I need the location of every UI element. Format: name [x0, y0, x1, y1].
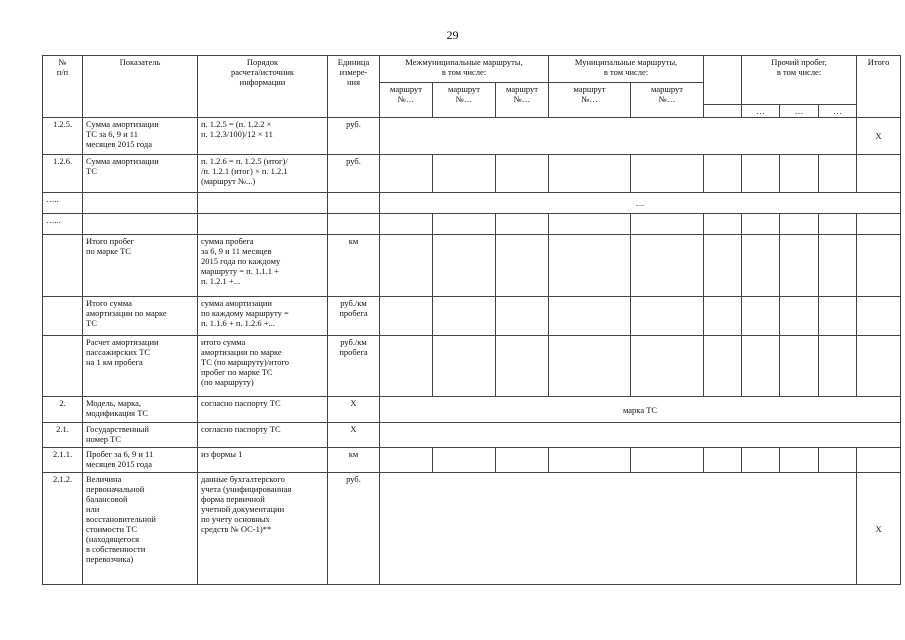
row-indicator: Величина первоначальной балансовой или восстановительной стоимости ТС (находящегося в собственности перевозчика)	[83, 473, 198, 585]
data-cell	[857, 297, 901, 336]
row-total: Х	[857, 118, 901, 155]
row-unit: руб./км пробега	[328, 336, 380, 397]
data-cell	[198, 214, 328, 235]
merged-cell: марка ТС	[380, 397, 901, 423]
row-indicator: Итого пробег по марке ТС	[83, 235, 198, 297]
data-cell	[496, 448, 549, 473]
data-cell	[742, 448, 780, 473]
header-route: маршрут №…	[433, 83, 496, 118]
data-cell	[819, 448, 857, 473]
data-cell	[380, 336, 433, 397]
row-unit: руб.	[328, 155, 380, 193]
data-cell	[742, 235, 780, 297]
row-unit: Х	[328, 423, 380, 448]
row-indicator: Модель, марка, модификация ТС	[83, 397, 198, 423]
data-cell	[704, 336, 742, 397]
data-cell	[857, 155, 901, 193]
data-cell	[549, 155, 631, 193]
row-unit: Х	[328, 397, 380, 423]
header-route: маршрут №…	[549, 83, 631, 118]
data-cell	[742, 336, 780, 397]
data-cell	[380, 297, 433, 336]
row-number: …..	[43, 193, 83, 214]
data-cell	[704, 235, 742, 297]
row-method: сумма амортизации по каждому маршруту = п. 1.1.6 + п. 1.2.6 +...	[198, 297, 328, 336]
data-cell	[549, 214, 631, 235]
data-cell	[549, 448, 631, 473]
data-cell	[433, 297, 496, 336]
data-cell	[631, 297, 704, 336]
data-cell	[433, 214, 496, 235]
data-cell	[496, 297, 549, 336]
data-cell	[742, 214, 780, 235]
merged-cell: …	[380, 193, 901, 214]
data-cell	[496, 336, 549, 397]
row-method: согласно паспорту ТС	[198, 423, 328, 448]
row-number: 2.	[43, 397, 83, 423]
data-cell	[433, 155, 496, 193]
data-cell	[819, 235, 857, 297]
data-cell	[819, 336, 857, 397]
data-cell	[198, 193, 328, 214]
row-unit: руб.	[328, 473, 380, 585]
row-indicator: Итого сумма амортизации по марке ТС	[83, 297, 198, 336]
header-intermunicipal: Межмуниципальные маршруты, в том числе:	[380, 56, 549, 83]
data-cell	[704, 214, 742, 235]
data-cell	[631, 336, 704, 397]
data-cell	[631, 214, 704, 235]
row-unit: руб./км пробега	[328, 297, 380, 336]
data-cell	[549, 297, 631, 336]
data-cell	[43, 235, 83, 297]
header-spacer	[704, 105, 742, 118]
data-cell	[380, 448, 433, 473]
data-cell	[43, 297, 83, 336]
data-cell	[83, 214, 198, 235]
row-unit: руб.	[328, 118, 380, 155]
data-cell	[857, 448, 901, 473]
row-method: п. 1.2.5 = (п. 1.2.2 × п. 1.2.3/100)/12 × 11	[198, 118, 328, 155]
header-route: маршрут №…	[631, 83, 704, 118]
row-number: …...	[43, 214, 83, 235]
data-cell	[704, 155, 742, 193]
data-cell	[780, 336, 819, 397]
calculation-table	[42, 55, 901, 585]
data-cell	[819, 297, 857, 336]
row-method: из формы 1	[198, 448, 328, 473]
row-number: 1.2.5.	[43, 118, 83, 155]
header-unit: Единица измере- ния	[328, 56, 380, 118]
data-cell	[496, 155, 549, 193]
data-cell	[631, 448, 704, 473]
data-cell	[857, 214, 901, 235]
row-method: сумма пробега за 6, 9 и 11 месяцев 2015 года по каждому маршруту = п. 1.1.1 + п. 1.2.1 +...	[198, 235, 328, 297]
data-cell	[496, 214, 549, 235]
header-total: Итого	[857, 56, 901, 118]
data-cell	[83, 193, 198, 214]
row-number: 2.1.2.	[43, 473, 83, 585]
data-cell	[742, 297, 780, 336]
header-dots: …	[819, 105, 857, 118]
data-cell	[43, 336, 83, 397]
data-cell	[380, 214, 433, 235]
header-route: маршрут №…	[496, 83, 549, 118]
row-indicator: Сумма амортизации ТС	[83, 155, 198, 193]
data-cell	[549, 235, 631, 297]
data-cell	[704, 297, 742, 336]
header-route: маршрут №…	[380, 83, 433, 118]
data-cell	[819, 155, 857, 193]
data-cell	[780, 448, 819, 473]
data-cell	[631, 235, 704, 297]
row-indicator: Расчет амортизации пассажирских ТС на 1 км пробега	[83, 336, 198, 397]
data-cell	[433, 336, 496, 397]
row-number: 2.1.	[43, 423, 83, 448]
data-cell	[742, 155, 780, 193]
data-cell	[704, 448, 742, 473]
merged-cell	[380, 473, 857, 585]
header-indicator: Показатель	[83, 56, 198, 118]
page-number: 29	[446, 28, 459, 42]
header-spacer	[704, 56, 742, 105]
data-cell	[496, 235, 549, 297]
row-indicator: Сумма амортизации ТС за 6, 9 и 11 месяцев 2015 года	[83, 118, 198, 155]
data-cell	[857, 235, 901, 297]
data-cell	[433, 235, 496, 297]
row-number: 1.2.6.	[43, 155, 83, 193]
row-indicator: Пробег за 6, 9 и 11 месяцев 2015 года	[83, 448, 198, 473]
data-cell	[328, 193, 380, 214]
row-method: п. 1.2.6 = п. 1.2.5 (итог)/ /п. 1.2.1 (итог) × п. 1.2.1 (маршрут №...)	[198, 155, 328, 193]
data-cell	[780, 214, 819, 235]
row-unit: км	[328, 448, 380, 473]
row-indicator: Государственный номер ТС	[83, 423, 198, 448]
row-unit: км	[328, 235, 380, 297]
data-cell	[380, 235, 433, 297]
data-cell	[857, 336, 901, 397]
row-number: 2.1.1.	[43, 448, 83, 473]
data-cell	[380, 155, 433, 193]
data-cell	[819, 214, 857, 235]
data-cell	[549, 336, 631, 397]
data-cell	[433, 448, 496, 473]
row-method: данные бухгалтерского учета (унифицированная форма первичной учетной документации по учету основных средств № ОС-1)**	[198, 473, 328, 585]
header-dots: …	[742, 105, 780, 118]
header-other: Прочий пробег, в том числе:	[742, 56, 857, 105]
data-cell	[328, 214, 380, 235]
header-municipal: Муниципальные маршруты, в том числе:	[549, 56, 704, 83]
data-cell	[631, 155, 704, 193]
header-dots: …	[780, 105, 819, 118]
row-total: Х	[857, 473, 901, 585]
merged-cell	[380, 118, 857, 155]
data-cell	[780, 297, 819, 336]
header-method: Порядок расчета/источник информации	[198, 56, 328, 118]
row-method: итого сумма амортизации по марке ТС (по маршруту)/итого пробег по марке ТС (по маршруту)	[198, 336, 328, 397]
data-cell	[780, 155, 819, 193]
header-num: № п/п	[43, 56, 83, 118]
merged-cell	[380, 423, 901, 448]
row-method: согласно паспорту ТС	[198, 397, 328, 423]
data-cell	[780, 235, 819, 297]
